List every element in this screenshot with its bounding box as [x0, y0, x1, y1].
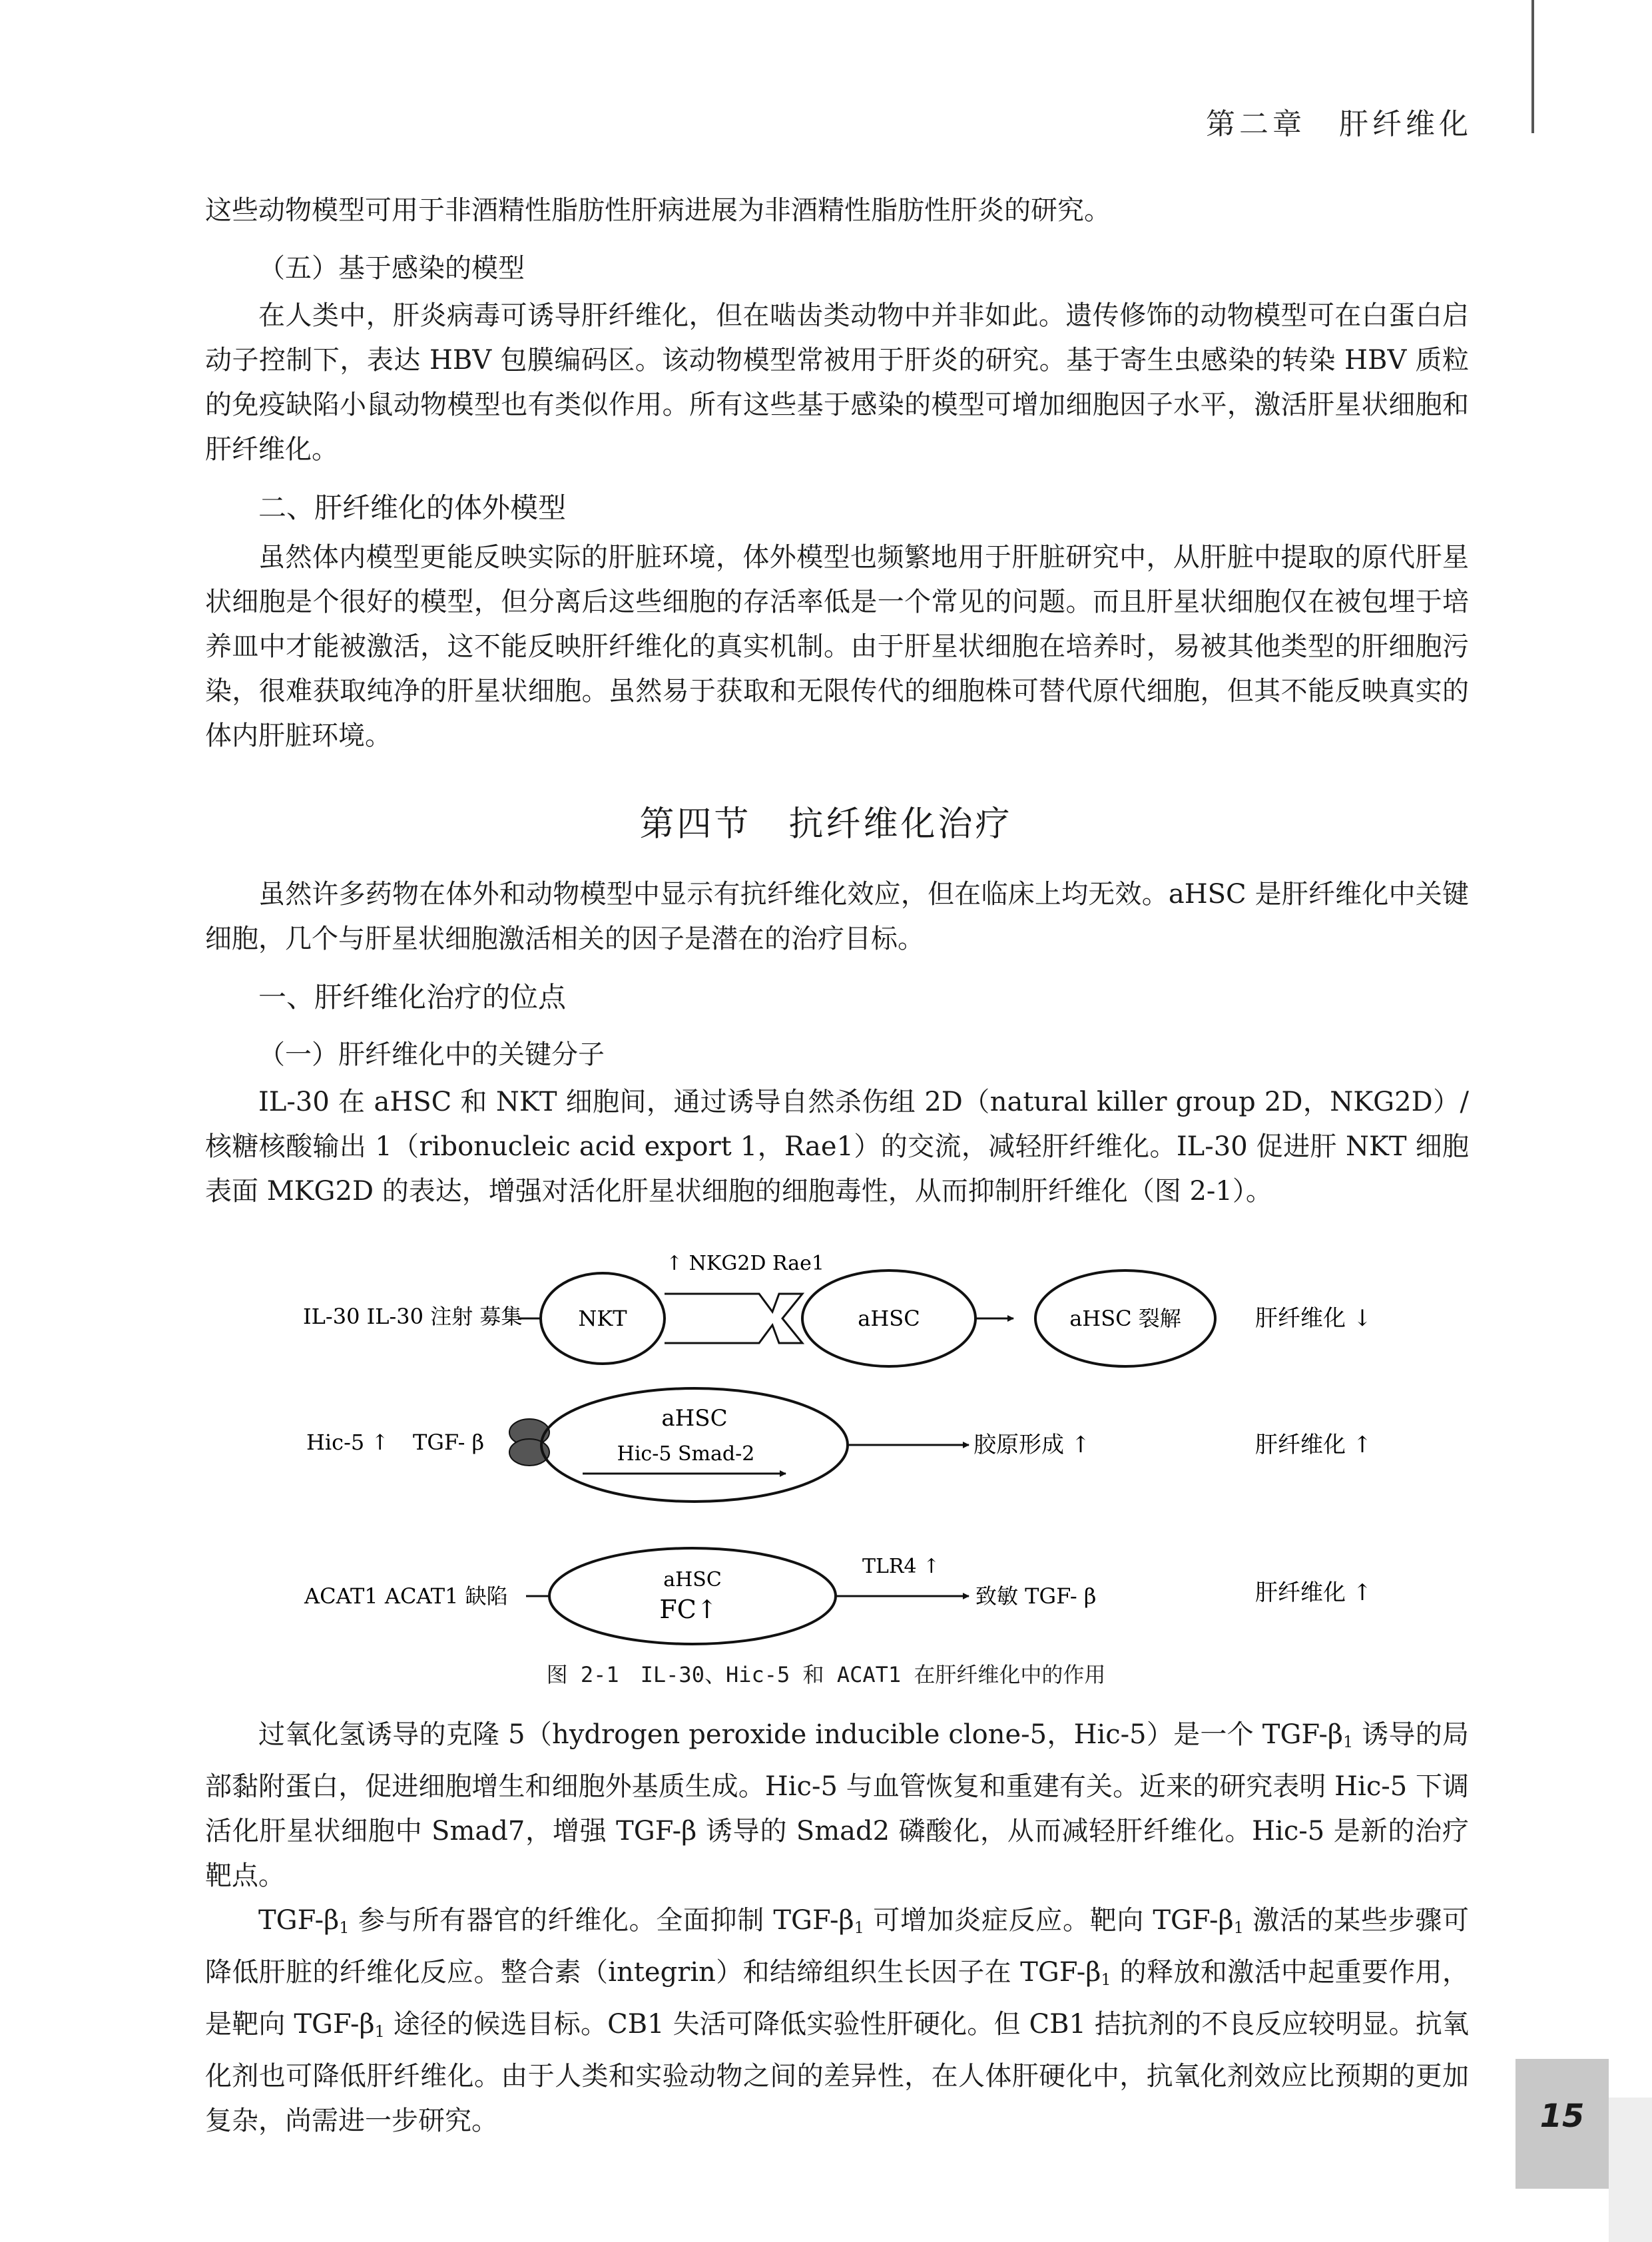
row1-result: 肝纤维化 ↓: [1255, 1305, 1372, 1332]
paragraph: 这些动物模型可用于非酒精性脂肪性肝病进展为非酒精性脂肪性肝炎的研究。: [205, 195, 1111, 226]
nkt-label: NKT: [578, 1306, 627, 1331]
sensitization-label: 致敏 TGF- β: [975, 1583, 1097, 1609]
hic5-label: Hic-5 ↑: [306, 1430, 390, 1455]
tgf-beta-label: TGF- β: [413, 1430, 485, 1455]
text-block-bottom: [205, 1713, 1469, 2143]
paragraph: 在人类中，肝炎病毒可诱导肝纤维化，但在啮齿类动物中并非如此。遗传修饰的动物模型可在白蛋白启动子控制下，表达 HBV 包膜编码区。该动物模型常被用于肝炎的研究。基于寄生虫感染的转染 HBV 质粒的免疫缺陷小鼠动物模型也有类似作用。所有这些基于感染的模型可增加细胞因子水平，激活肝星状细胞和肝纤维化。: [205, 300, 1469, 465]
row2-result: 肝纤维化 ↑: [1255, 1432, 1372, 1458]
page-number: 15: [1539, 2098, 1585, 2135]
heading-in-vitro-model: 二、肝纤维化的体外模型: [258, 491, 567, 524]
section-title: 第四节 抗纤维化治疗: [639, 804, 1013, 844]
ahsc-label-2: aHSC: [661, 1405, 728, 1432]
tlr4-label: TLR4 ↑: [862, 1555, 940, 1578]
ahsc-lysis-label: aHSC 裂解: [1069, 1306, 1181, 1331]
paragraph-tgf-beta: TGF-$\beta_1$ 参与所有器官的纤维化。全面抑制 TGF-$\beta_1$ 可增加炎症反应。靶向 TGF-$\beta_1$ 激活的某些步骤可降低肝脏的纤维化反应。整合素（integrin）和结缔组织生长因子在 TGF-$\beta_1$ 的释放和激活中起重要作用，是靶向 TGF-$\beta_1$ 途径的候选目标。CB1 失活可降低实验性肝硬化。但 CB1 拮抗剂的不良反应较明显。抗氧化剂也可降低肝纤维化。由于人类和实验动物之间的差异性，在人体肝硬化中，抗氧化剂效应比预期的更加复杂，尚需进一步研究。: [205, 1905, 1470, 2136]
fc-label: FC↑: [659, 1595, 718, 1624]
running-head: 第二章 肝纤维化: [1206, 107, 1472, 141]
paragraph: 虽然体内模型更能反映实际的肝脏环境，体外模型也频繁地用于肝脏研究中，从肝脏中提取的原代肝星状细胞是个很好的模型，但分离后这些细胞的存活率低是一个常见的问题。而且肝星状细胞仅在被包埋于培养皿中才能被激活，这不能反映肝纤维化的真实机制。由于肝星状细胞在培养时，易被其他类型的肝细胞污染，很难获取纯净的肝星状细胞。虽然易于获取和无限传代的细胞株可替代原代细胞，但其不能反映真实的体内肝脏环境。: [205, 542, 1469, 751]
collagen-label: 胶原形成 ↑: [973, 1432, 1091, 1458]
figure-2-1-diagram: [0, 1235, 1652, 1648]
heading-treatment-sites: 一、肝纤维化治疗的位点: [258, 981, 567, 1013]
row1-left-label: IL-30 IL-30 注射 募集: [303, 1304, 523, 1329]
text-block-middle: [205, 872, 1469, 1214]
paragraph: IL-30 在 aHSC 和 NKT 细胞间，通过诱导自然杀伤组 2D（natural killer group 2D，NKG2D）/ 核糖核酸输出 1（ribonucleic acid export 1，Rae1）的交流，减轻肝纤维化。IL-30 促进肝 NKT 细胞表面 MKG2D 的表达，增强对活化肝星状细胞的细胞毒性，从而抑制肝纤维化（图 2-1）。: [205, 1087, 1469, 1207]
row3-left-label: ACAT1 ACAT1 缺陷: [304, 1583, 508, 1609]
paragraph-hic5: 过氧化氢诱导的克隆 5（hydrogen peroxide inducible clone-5，Hic-5）是一个 TGF-$\beta_1$ 诱导的局部黏附蛋白，促进细胞增生和细胞外基质生成。Hic-5 与血管恢复和重建有关。近来的研究表明 Hic-5 下调活化肝星状细胞中 Smad7，增强 TGF-β 诱导的 Smad2 磷酸化，从而减轻肝纤维化。Hic-5 是新的治疗靶点。: [205, 1719, 1469, 1891]
page-tab-strip: [1609, 2098, 1652, 2242]
subheading-infection-model: （五）基于感染的模型: [258, 253, 525, 284]
subheading-key-molecules: （一）肝纤维化中的关键分子: [258, 1039, 605, 1070]
margin-rule: [1531, 0, 1534, 133]
ahsc-label: aHSC: [858, 1306, 920, 1331]
ahsc-label-3: aHSC: [663, 1568, 722, 1591]
row3-result: 肝纤维化 ↑: [1255, 1579, 1372, 1606]
hic5-smad2-label: Hic-5 Smad-2: [617, 1442, 755, 1466]
nkg2d-rae1-label: ↑ NKG2D Rae1: [666, 1252, 824, 1275]
text-block-top: [205, 188, 1469, 758]
receptor-interaction-shape: [665, 1294, 802, 1343]
figure-caption: 图 2-1 IL-30、Hic-5 和 ACAT1 在肝纤维化中的作用: [546, 1662, 1106, 1687]
paragraph: 虽然许多药物在体外和动物模型中显示有抗纤维化效应，但在临床上均无效。aHSC 是肝纤维化中关键细胞，几个与肝星状细胞激活相关的因子是潜在的治疗目标。: [205, 879, 1469, 954]
